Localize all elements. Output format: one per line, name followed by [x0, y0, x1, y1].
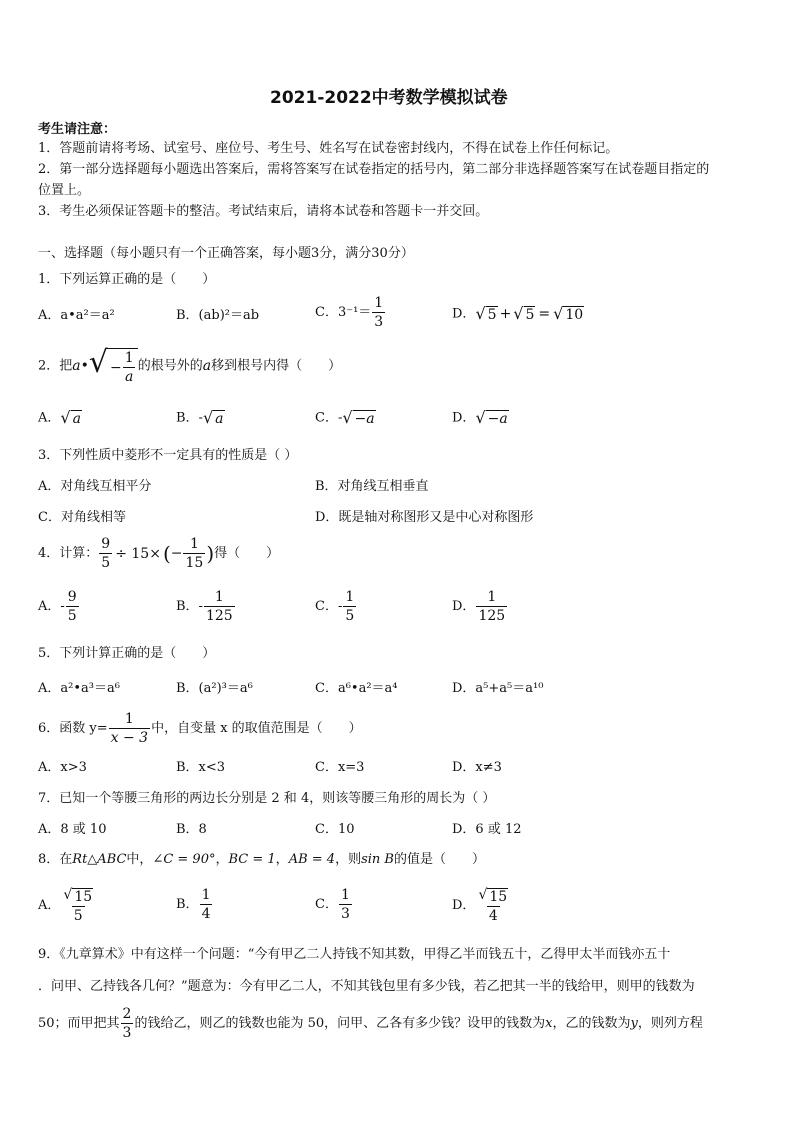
q1-d-sqrt-3: √ 10 [553, 304, 584, 323]
section-heading: 一、选择题（每小题只有一个正确答案，每小题3分，满分30分） [38, 246, 414, 261]
q3-option-d: D．既是轴对称图形又是中心对称图形 [315, 510, 534, 525]
q3-option-a: A．对角线互相平分 [38, 479, 152, 494]
q3-stem: 3．下列性质中菱形不一定具有的性质是（ ） [38, 448, 298, 463]
q8-stem: 8．在Rt△ABC中，∠C = 90°，BC = 1，AB = 4，则sin B的值是（ ） [38, 852, 485, 867]
page-title: 2021-2022中考数学模拟试卷 [270, 88, 508, 108]
q1-d-label: D． [452, 306, 476, 322]
notice-heading: 考生请注意： [38, 122, 117, 137]
q2-option-c: C．- √ −a [315, 408, 375, 427]
q1-option-c [315, 296, 386, 329]
q7-stem: 7．已知一个等腰三角形的两边长分别是 2 和 4，则该等腰三角形的周长为（ ） [38, 791, 496, 806]
q3-option-b: B．对角线互相垂直 [315, 479, 429, 494]
q8-option-d: D． √ 15 4 [452, 887, 508, 924]
q1-c-numerator: 1 [374, 295, 384, 311]
q8-option-b: B． $\frac{1}{4}$ [176, 887, 211, 922]
q5-option-a: A．a²•a³＝a⁶ [38, 681, 120, 696]
q1-c-fraction [372, 296, 385, 329]
q2-var-a-2: a [202, 358, 212, 374]
q6-option-b: B．x<3 [176, 760, 226, 775]
q2-var-a: a [72, 358, 81, 374]
q6-option-a: A．x>3 [38, 760, 87, 775]
q6-option-d: D．x≠3 [452, 760, 502, 775]
q5-option-d: D．a⁵+a⁵＝a¹⁰ [452, 681, 544, 696]
q2-option-a: A． √ a [38, 408, 81, 427]
q6-option-c: C．x=3 [315, 760, 365, 775]
q1-c-denominator: 3 [374, 314, 384, 330]
q9-line-1: 9．《九章算术》中有这样一个问题：“今有甲乙二人持钱不知其数，甲得乙半而钱五十，乙得甲太半而钱亦五十 [38, 947, 671, 962]
q5-stem: 5．下列计算正确的是（ ） [38, 646, 216, 661]
q4-option-a: A．- $\frac{9}{5}$ [38, 589, 77, 624]
q1-stem: 1．下列运算正确的是（ ） [38, 272, 216, 287]
q4-stem: 4．计算： $\frac{9}{5}$ ÷ 15× (− $\frac{1}{15}$ )得（ ） [38, 536, 280, 571]
q2-sqrt: √ − $\frac{1}{a}$ [89, 348, 138, 384]
notice-line-2a: 2．第一部分选择题每小题选出答案后，需将答案写在试卷指定的括号内，第二部分非选择题答案写在试卷题目指定的 [38, 162, 710, 177]
q1-d-sqrt-2: √ 5 [513, 304, 535, 323]
q1-d-sqrt-1: √ 5 [475, 304, 497, 323]
q2-dot: • [80, 358, 89, 374]
q7-option-d: D．6 或 12 [452, 822, 522, 837]
q4-option-d: D． $\frac{1}{125}$ [452, 589, 506, 624]
q2-suffix-2: 移到根号内得（ ） [211, 358, 342, 374]
q9-fraction: $\frac{2}{3}$ [122, 1006, 132, 1041]
q9-line-3: 50；而甲把其 $\frac{2}{3}$ 的钱给乙，则乙的钱数也能为 50，问甲、乙各有多少钱？设甲的钱数为x，乙的钱数为y，则列方程 [38, 1006, 703, 1041]
q1-option-b: B．(ab)²＝ab [176, 308, 260, 323]
q9-line-2: ．问甲、乙持钱各几何？”题意为：今有甲乙二人，不知其钱包里有多少钱，若乙把其一半的钱给甲，则甲的钱数为 [38, 979, 695, 994]
q4-option-c: C．- $\frac{1}{5}$ [315, 589, 355, 624]
q1-option-d [452, 306, 584, 322]
q8-option-a: A． √ 15 5 [38, 887, 93, 924]
q1-option-a: A．a•a²＝a² [38, 308, 115, 323]
q7-option-c: C．10 [315, 822, 355, 837]
q1-d-plus: + [499, 306, 512, 322]
q7-option-b: B．8 [176, 822, 207, 837]
q3-option-c: C．对角线相等 [38, 510, 126, 525]
notice-line-1: 1．答题前请将考场、试室号、座位号、考生号、姓名写在试卷密封线内，不得在试卷上作任何标记。 [38, 141, 619, 156]
q7-option-a: A．8 或 10 [38, 822, 107, 837]
q5-option-c: C．a⁶•a²＝a⁴ [315, 681, 398, 696]
q8-option-c: C． $\frac{1}{3}$ [315, 887, 350, 922]
q2-option-d: D． √ −a [452, 408, 508, 427]
q2-prefix: 2．把 [38, 358, 73, 374]
notice-line-2b: 位置上。 [38, 183, 91, 198]
q2-option-b: B．- √ a [176, 408, 224, 427]
q1-d-equals: = [538, 306, 551, 322]
q4-option-b: B．- $\frac{1}{125}$ [176, 589, 233, 624]
q2-suffix-1: 的根号外的 [137, 358, 203, 374]
notice-line-3: 3．考生必须保证答题卡的整洁。考试结束后，请将本试卷和答题卡一并交回。 [38, 204, 489, 219]
q6-stem: 6．函数 y= $\frac{1}{x - 3}$ 中，自变量 x 的取值范围是（ ） [38, 711, 362, 746]
q5-option-b: B．(a²)³＝a⁶ [176, 681, 253, 696]
q2-stem [38, 345, 342, 385]
q1-c-label: C．3⁻¹＝ [315, 305, 372, 320]
